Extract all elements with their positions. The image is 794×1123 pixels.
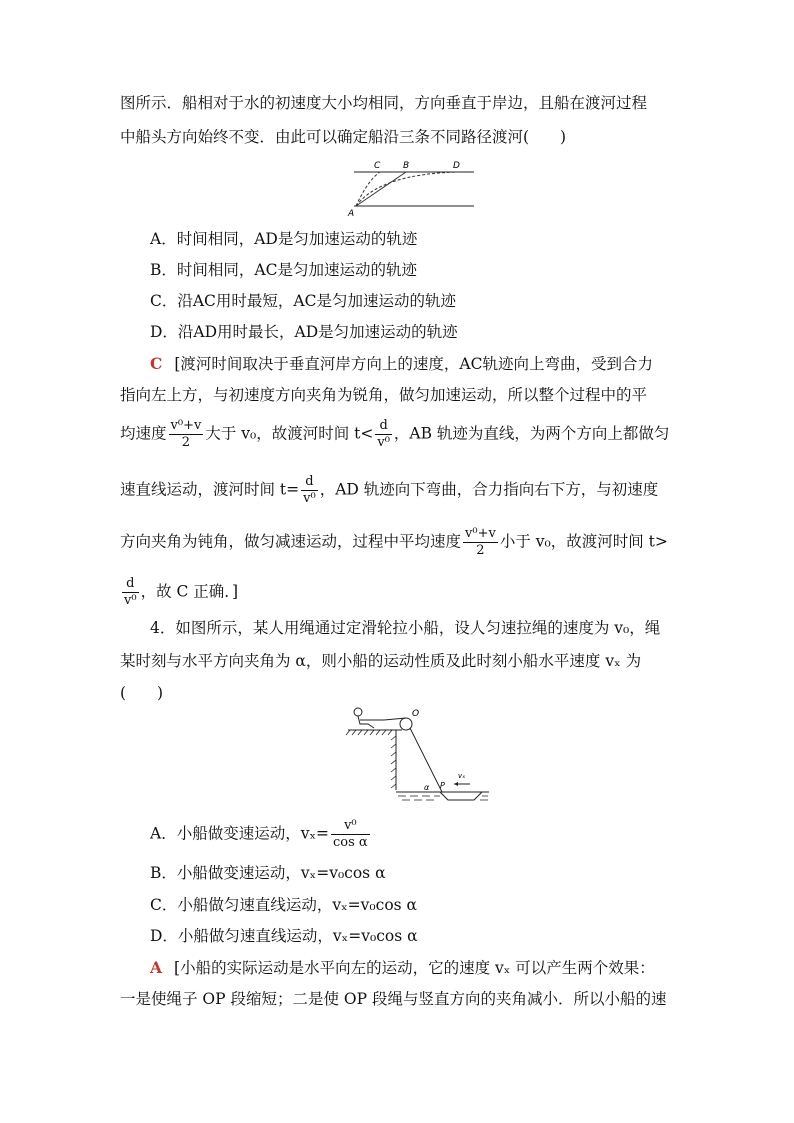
q3-exp5a: 方向夹角为钝角，做匀减速运动，过程中平均速度 [120, 532, 462, 551]
fraction-d-over-v-3: $\frac{d}{\text{v⁰}}$ [124, 576, 137, 608]
q3-answer: C [150, 354, 163, 373]
q4-exp-text1: [小船的实际运动是水平向左的运动，它的速度 vₓ 可以产生两个效果： [174, 959, 655, 977]
q4-option-c: C．小船做匀速直线运动，vₓ=v₀cos α [150, 896, 418, 914]
fraction-v0-over-cos: $\frac{\text{v⁰}}{\text{cos α}}$ [333, 818, 368, 850]
fraction-avg-velocity-2: $\frac{\text{v⁰+v}}{2}$ [465, 526, 496, 558]
fraction-d-over-v: $\frac{d}{\text{v⁰}}$ [377, 418, 390, 450]
label-vx: vₓ [458, 772, 466, 780]
q4-stem-line1: 4．如图所示，某人用绳通过定滑轮拉小船，设人匀速拉绳的速度为 v₀，绳 [150, 619, 661, 637]
river-crossing-figure [340, 158, 480, 220]
ground-hatching [346, 730, 392, 735]
q3-exp3a: 均速度 [120, 424, 167, 443]
q3-option-c: C．沿AC用时最短，AC是匀加速运动的轨迹 [150, 292, 456, 310]
q3-option-b: B．时间相同，AC是匀加速运动的轨迹 [150, 261, 417, 279]
q3-explanation-line5 [120, 526, 668, 559]
q3-explanation-line3 [120, 418, 669, 451]
wall-hatching [391, 736, 396, 788]
q3-option-a: A．时间相同，AD是匀加速运动的轨迹 [150, 230, 418, 248]
q3-stem-line1: 图所示．船相对于水的初速度大小均相同，方向垂直于岸边，且船在渡河过程 [120, 94, 648, 112]
label-p: P [440, 781, 445, 790]
q4-stem-line3: ( ) [120, 684, 164, 702]
q3-stem-line2: 中船头方向始终不变．由此可以确定船沿三条不同路径渡河( ) [120, 128, 567, 146]
q3-option-d: D．沿AD用时最长，AD是匀加速运动的轨迹 [150, 323, 458, 341]
boat-icon [440, 792, 482, 800]
q3-explanation-line4 [120, 474, 658, 507]
label-o: O [412, 709, 420, 719]
fraction-d-over-v-2: $\frac{d}{\text{v⁰}}$ [303, 474, 316, 506]
label-alpha: α [424, 783, 430, 792]
q4-option-a [150, 818, 372, 851]
q4-option-d: D．小船做匀速直线运动，vₓ=v₀cos α [150, 927, 418, 945]
q3-exp-text1: [渡河时间取决于垂直河岸方向上的速度，AC轨迹向上弯曲，受到合力 [174, 355, 653, 373]
q3-exp3c: ，AB 轨迹为直线，为两个方向上都做匀 [393, 424, 670, 443]
q3-explanation-line2: 指向左上方，与初速度方向夹角为锐角，做匀加速运动，所以整个过程中的平 [120, 386, 648, 404]
q4-option-b: B．小船做变速运动，vₓ=v₀cos α [150, 864, 386, 882]
q3-exp4a: 速直线运动，渡河时间 t= [120, 480, 300, 499]
q3-exp6b: ，故 C 正确．] [140, 582, 239, 601]
q4-explanation-line1 [150, 957, 655, 979]
label-c: C [374, 161, 381, 171]
q4-explanation-line2: 一是使绳子 OP 段缩短；二是使 OP 段绳与竖直方向的夹角减小．所以小船的速 [120, 990, 667, 1008]
q3-explanation-line1 [150, 353, 653, 375]
label-a: A [348, 209, 355, 219]
fraction-avg-velocity: $\frac{\text{v⁰+v}}{2}$ [170, 418, 202, 450]
person-head [354, 708, 362, 716]
q4-option-a-text: A．小船做变速运动，vₓ= [150, 824, 330, 843]
q4-stem-line2: 某时刻与水平方向夹角为 α，则小船的运动性质及此时刻小船水平速度 vₓ 为 [120, 652, 642, 670]
label-d: D [453, 161, 460, 171]
q4-answer: A [150, 958, 163, 977]
q3-exp3b: 大于 v₀，故渡河时间 t< [205, 424, 374, 443]
pulley-boat-figure [344, 706, 489, 804]
path-ab [356, 172, 406, 206]
label-b: B [403, 161, 410, 171]
q3-explanation-line6 [120, 576, 238, 609]
q3-exp4b: ，AD 轨迹向下弯曲，合力指向右下方，与初速度 [319, 480, 659, 499]
path-ad [356, 172, 458, 206]
q3-exp5b: 小于 v₀，故渡河时间 t> [499, 532, 668, 551]
person-body [358, 716, 384, 728]
